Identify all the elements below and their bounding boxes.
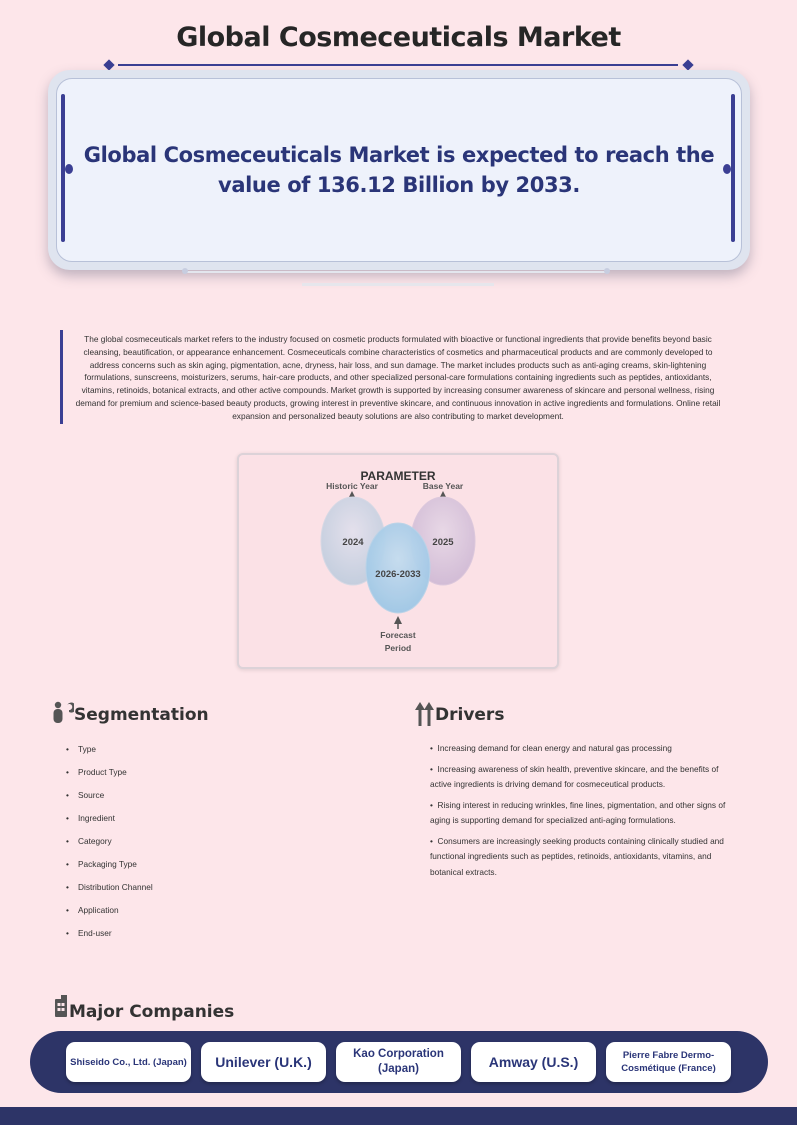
divider-diamond-left (103, 59, 114, 70)
segmentation-list (66, 744, 366, 951)
company-card (336, 1042, 461, 1082)
footer-band (0, 1107, 797, 1125)
segmentation-item: • Packaging Type (66, 859, 137, 869)
forecast-arrow-icon (394, 616, 402, 624)
segmentation-heading: Segmentation (74, 705, 209, 725)
segmentation-item: • Category (66, 836, 112, 846)
company-card (66, 1042, 191, 1082)
base-year-value: 2025 (432, 537, 454, 548)
segmentation-item: • Application (66, 905, 119, 915)
drivers-list (430, 741, 730, 885)
forecast-bubble (366, 523, 430, 613)
description-accent-bar (60, 330, 63, 424)
hero-foot-dot-left (182, 268, 188, 274)
market-description: The global cosmeceuticals market refers to the industry focused on cosmetic products formulated with bioactive or functional ingredients that provide benefits beyond basic cleansing, beautification, or appearance enhancement. Cosmeceuticals combine characteristics of cosmetics and pharmaceutical products and are commonly developed to address concerns such as skin aging, pigmentation, acne, dryness, hair loss, and sun damage. The market includes products such as anti-aging creams, skin-lightening formulations, sunscreens, moisturizers, serums, hair-care products, and other specialized personal-care formulations containing ingredients such as peptides, antioxidants, vitamins, retinoids, botanical extracts, and other active compounds. Market growth is supported by increasing consumer awareness of skincare and personal wellness, rising demand for premium and science-based beauty products, growing interest in preventive skincare, and continuous innovation in active ingredients and formulations. Online retail expansion and personalized beauty solutions are also contributing to market development. (75, 334, 721, 421)
forecast-years-value: 2026-2033 (375, 569, 421, 580)
company-card (201, 1042, 326, 1082)
hero-foot-line-short (302, 283, 494, 286)
company-name: Unilever (U.K.) (215, 1054, 312, 1070)
hero-foot-line (185, 271, 607, 273)
company-card (606, 1042, 731, 1082)
divider-diamond-right (682, 59, 693, 70)
driver-item: • Increasing awareness of skin health, preventive skincare, and the benefits of active ingredients is driving demand for cosmeceutical products. (430, 763, 719, 789)
up-arrows-icon (415, 702, 435, 726)
hero-foot-dot-right (604, 268, 610, 274)
base-year-label: Base Year (422, 481, 464, 491)
segmentation-item: • Product Type (66, 767, 127, 777)
hero-dot-right (723, 164, 731, 174)
segmentation-item: • Ingredient (66, 813, 115, 823)
segmentation-item: • Distribution Channel (66, 882, 153, 892)
segmentation-item: • Source (66, 790, 105, 800)
driver-item: • Consumers are increasingly seeking products containing clinically studied and functional ingredients such as peptides, retinoids, antioxidants, vitamins, and botanical extracts. (430, 835, 724, 877)
hero-card (56, 78, 742, 262)
company-name: Kao Corporation (Japan) (353, 1048, 444, 1075)
people-icon (52, 701, 74, 725)
forecast-label-line1: Forecast (380, 630, 416, 640)
building-icon (55, 995, 69, 1017)
company-card (471, 1042, 596, 1082)
company-name: Pierre Fabre Dermo-Cosmétique (France) (621, 1050, 716, 1074)
title-divider (118, 64, 678, 66)
company-name: Shiseido Co., Ltd. (Japan) (70, 1056, 187, 1068)
companies-heading: Major Companies (69, 1002, 235, 1022)
driver-item: • Increasing demand for clean energy and natural gas processing (430, 743, 672, 753)
driver-item: • Rising interest in reducing wrinkles, fine lines, pigmentation, and other signs of aging is supporting demand for specialized anti-aging formulations. (430, 799, 726, 825)
page-title: Global Cosmeceuticals Market (176, 22, 621, 53)
drivers-heading: Drivers (435, 705, 505, 725)
historic-year-value: 2024 (342, 537, 364, 548)
hero-statement: Global Cosmeceuticals Market is expected to reach the value of 136.12 Billion by 2033. (83, 143, 715, 197)
parameter-title: PARAMETER (360, 469, 436, 483)
hero-bar-right (731, 94, 735, 242)
company-name: Amway (U.S.) (488, 1054, 579, 1070)
parameter-diagram (237, 453, 559, 669)
historic-year-label: Historic Year (326, 481, 378, 491)
hero-dot-left (65, 164, 73, 174)
segmentation-item: • Type (66, 744, 96, 754)
forecast-label-line2: Period (384, 643, 412, 653)
segmentation-item: • End-user (66, 928, 112, 938)
